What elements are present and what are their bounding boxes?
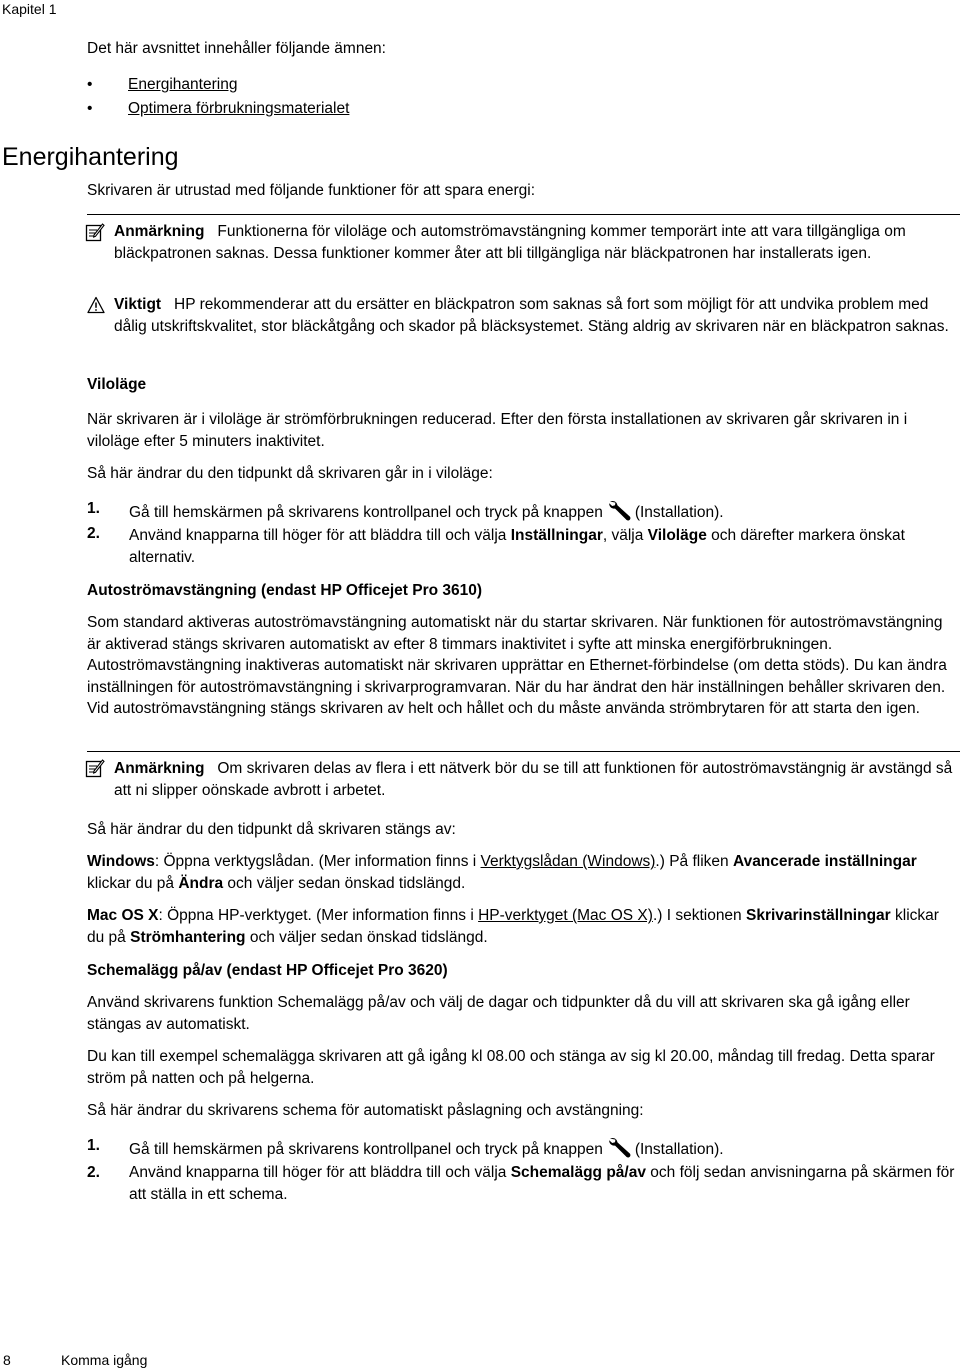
subsection-title-autooff: Autoströmavstängning (endast HP Officejet Pro 3610) — [87, 582, 483, 599]
section-title: Energihantering — [2, 143, 179, 171]
step-text — [129, 1137, 959, 1161]
chapter-label: Kapitel 1 — [2, 1, 57, 17]
hp-utility-mac-link[interactable]: HP-verktyget (Mac OS X) — [478, 907, 653, 924]
text-part: .) I sektionen — [652, 907, 746, 924]
paragraph: Som standard aktiveras autoströmavstängning automatiskt när du startar skrivaren. När funktionen för autoströmavstängning är aktiverad stängs skrivaren automatiskt av efter 8 timmars inaktivitet i syfte att minska energiförbrukningen. Autoströmavstängning inaktiveras automatiskt när skrivaren upprättar en Ethernet-förbindelse (om detta stöds). Du kan ändra inställningen för autoströmavstängning i skrivarprogramvaran. När du har ändrat den här inställningen behåller skrivaren den. Vid autoströmavstängning stängs skrivaren av helt och hållet och du måste använda strömbrytaren för att starta den igen. — [87, 614, 947, 717]
step-text-part: och följ sedan anvisningarna på skärmen för att ställa in ett schema. — [129, 1164, 955, 1203]
paragraph: Så här ändrar du den tidpunkt då skrivaren går in i viloläge: — [87, 465, 493, 482]
step-text-part: och därefter markera önskat alternativ. — [129, 527, 905, 566]
ui-term: Inställningar — [510, 527, 603, 544]
caution-label: Viktigt — [114, 296, 162, 313]
step-number: 1. — [87, 1137, 100, 1154]
bullet: • — [87, 100, 93, 117]
text-part: och väljer sedan önskad tidslängd. — [223, 874, 466, 892]
warning-icon — [87, 296, 105, 314]
ui-term: Strömhantering — [130, 928, 246, 946]
bullet: • — [87, 76, 93, 93]
note-label: Anmärkning — [114, 223, 205, 240]
note-body: Om skrivaren delas av flera i ett nätverk bör du se till att funktionen för autoströmavstängnig är avstängd så att ni slipper oönskade avbrott i arbetet. — [114, 760, 953, 799]
paragraph: Så här ändrar du skrivarens schema för automatiskt påslagning och avstängning: — [87, 1102, 644, 1119]
note-body: Funktionerna för viloläge och automströmavstängning kommer temporärt inte att vara tillgängliga om bläckpatronen saknas. Dessa funktioner kommer åter att bli tillgängliga när bläckpatronen har installerats igen. — [114, 223, 906, 262]
step-text — [129, 1162, 959, 1205]
paragraph: Använd skrivarens funktion Schemalägg på/av och välj de dagar och tidpunkter då du vill att skrivaren ska gå igång eller stängas av automatiskt. — [87, 994, 910, 1033]
text-part: klickar du på — [87, 907, 939, 946]
text-part: .) På fliken — [655, 853, 733, 870]
paragraph: När skrivaren är i viloläge är strömförbrukningen reducerad. Efter den första installationen av skrivaren går skrivaren in i viloläge efter 5 minuters inaktivitet. — [87, 411, 908, 450]
step-text-part: Gå till hemskärmen på skrivarens kontrollpanel och tryck på knappen — [129, 504, 603, 521]
topic-list — [87, 74, 349, 122]
topic-link-supplies[interactable]: Optimera förbrukningsmaterialet — [128, 100, 350, 117]
note-text — [114, 758, 960, 801]
note-divider — [87, 214, 960, 215]
ui-term: Skrivarinställningar — [745, 907, 891, 924]
text-part: : Öppna HP-verktyget. (Mer information finns i — [158, 907, 479, 924]
note-divider — [87, 751, 960, 752]
paragraph: Du kan till exempel schemalägga skrivaren att gå igång kl 08.00 och stänga av sig kl 20.00, måndag till fredag. Detta sparar ström på natten och på helgerna. — [87, 1048, 935, 1087]
step-number: 2. — [87, 1164, 100, 1181]
ui-term: Avancerade inställningar — [732, 853, 917, 870]
note-text — [114, 221, 960, 264]
step-text-part: (Installation). — [634, 1141, 724, 1158]
step-number: 2. — [87, 525, 100, 542]
step-text — [129, 525, 959, 568]
list-item — [87, 74, 349, 98]
intro-text: Det här avsnittet innehåller följande ämnen: — [87, 40, 386, 57]
step-number: 1. — [87, 500, 100, 517]
note-label: Anmärkning — [114, 760, 205, 777]
step-text-part: Använd knapparna till höger för att bläddra till och välja — [129, 527, 511, 544]
topic-link-energy[interactable]: Energihantering — [128, 76, 238, 93]
section-lead: Skrivaren är utrustad med följande funktioner för att spara energi: — [87, 182, 536, 199]
ui-term: Schemalägg på/av — [510, 1164, 646, 1181]
caution-text — [114, 294, 960, 337]
paragraph: Så här ändrar du den tidpunkt då skrivaren stängs av: — [87, 821, 456, 838]
list-item — [87, 98, 349, 122]
os-label: Windows — [87, 853, 155, 870]
subsection-title-sleep: Viloläge — [87, 376, 147, 393]
ui-term: Viloläge — [647, 527, 707, 544]
wrench-icon — [607, 500, 633, 522]
step-text — [129, 500, 959, 524]
text-part: klickar du på — [87, 874, 179, 892]
mac-instructions — [87, 905, 955, 948]
step-text-part: , välja — [602, 527, 648, 544]
subsection-title-schedule: Schemalägg på/av (endast HP Officejet Pro 3620) — [87, 962, 448, 979]
text-part: och väljer sedan önskad tidslängd. — [245, 928, 488, 946]
toolbox-windows-link[interactable]: Verktygslådan (Windows) — [480, 853, 656, 870]
page-number: 8 — [3, 1352, 11, 1368]
caution-body: HP rekommenderar att du ersätter en bläckpatron som saknas så fort som möjligt för att undvika problem med dålig utskriftskvalitet, stor bläckåtgång och skador på bläcksystemet. Stäng aldrig av skrivaren när en bläckpatron saknas. — [114, 296, 949, 335]
step-text-part: Gå till hemskärmen på skrivarens kontrollpanel och tryck på knappen — [129, 1141, 603, 1158]
wrench-icon — [607, 1137, 633, 1159]
note-icon — [85, 222, 105, 242]
note-icon — [85, 758, 105, 778]
footer-chapter-title: Komma igång — [61, 1352, 148, 1368]
text-part: : Öppna verktygslådan. (Mer information finns i — [154, 853, 481, 870]
windows-instructions — [87, 851, 955, 894]
ui-term: Ändra — [178, 874, 224, 892]
step-text-part: (Installation). — [634, 504, 724, 521]
step-text-part: Använd knapparna till höger för att bläddra till och välja — [129, 1164, 511, 1181]
os-label: Mac OS X — [87, 907, 159, 924]
